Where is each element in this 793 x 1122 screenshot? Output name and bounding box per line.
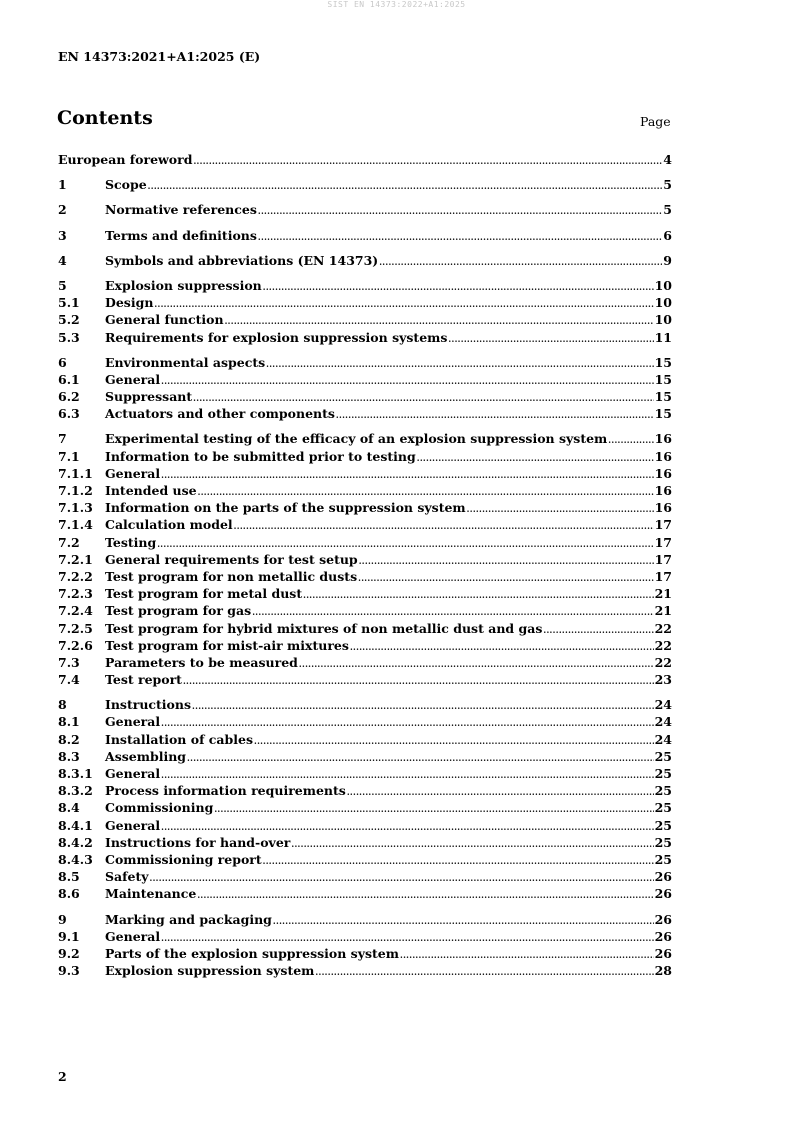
toc-entry-title: Explosion suppression system	[105, 963, 315, 979]
dot-leader	[148, 181, 663, 191]
toc-entry-page: 10	[654, 277, 672, 293]
toc-entry[interactable]	[58, 912, 672, 929]
toc-entry-number: 7.2	[58, 534, 80, 550]
toc-entry-page: 25	[654, 817, 672, 833]
toc-entry-title: Commissioning report	[105, 851, 262, 867]
dot-leader	[273, 916, 654, 926]
toc-entry[interactable]	[58, 500, 672, 517]
toc-entry[interactable]	[58, 732, 672, 749]
toc-entry-number: 5.2	[58, 312, 80, 328]
toc-entry-page: 25	[654, 851, 672, 867]
dot-leader	[303, 590, 653, 600]
toc-entry[interactable]	[58, 202, 672, 219]
toc-entry-page: 17	[654, 551, 672, 567]
toc-entry-title: Design	[105, 295, 154, 311]
toc-entry-number: 7.2.1	[58, 551, 93, 567]
toc-entry-title: Information on the parts of the suppression system	[105, 500, 466, 516]
toc-entry-number: 5	[58, 277, 67, 293]
toc-entry[interactable]	[58, 295, 672, 312]
toc-entry-page: 25	[654, 834, 672, 850]
toc-entry-number: 8	[58, 697, 67, 713]
toc-entry-number: 3	[58, 227, 67, 243]
toc-entry-page: 25	[654, 783, 672, 799]
dot-leader	[258, 232, 662, 242]
toc-entry-title: Test program for non metallic dusts	[105, 568, 358, 584]
toc-entry-title: Parts of the explosion suppression system	[105, 945, 399, 961]
toc-entry-title: General	[105, 465, 161, 481]
dot-leader	[193, 393, 653, 403]
toc-entry-number: 6.1	[58, 371, 80, 387]
toc-entry-title: Safety	[105, 869, 149, 885]
toc-entry-page: 15	[654, 371, 672, 387]
toc-entry[interactable]	[58, 835, 672, 852]
dot-leader	[263, 856, 654, 866]
dot-leader	[161, 376, 653, 386]
dot-leader	[161, 822, 653, 832]
dot-leader	[161, 718, 653, 728]
dot-leader	[150, 873, 654, 883]
toc-entry-number: 7.2.4	[58, 603, 93, 619]
toc-entry-page: 22	[654, 637, 672, 653]
toc-entry-page: 26	[654, 886, 672, 902]
toc-entry[interactable]	[58, 312, 672, 329]
toc-entry-title: Test report	[105, 672, 182, 688]
toc-entry-page: 26	[654, 911, 672, 927]
toc-entry-number: 7	[58, 431, 67, 447]
toc-entry-number: 8.3	[58, 748, 80, 764]
dot-leader	[252, 607, 653, 617]
toc-entry-number: 5.1	[58, 295, 80, 311]
toc-entry-title: Symbols and abbreviations (EN 14373)	[105, 252, 379, 268]
dot-leader	[299, 659, 654, 669]
toc-entry-page: 21	[654, 586, 672, 602]
toc-entry-title: Actuators and other components	[105, 406, 335, 422]
toc-entry-title: Maintenance	[105, 886, 197, 902]
toc-entry[interactable]	[58, 177, 672, 194]
toc-entry-page: 28	[654, 963, 672, 979]
page-number: 2	[58, 1069, 67, 1084]
toc-entry[interactable]	[58, 406, 672, 423]
toc-entry-title: Test program for hybrid mixtures of non metallic dust and gas	[105, 620, 543, 636]
toc-entry[interactable]	[58, 483, 672, 500]
dot-leader	[359, 556, 654, 566]
toc-entry-title: General	[105, 371, 161, 387]
toc-entry[interactable]	[58, 389, 672, 406]
toc-entry-title: Testing	[105, 534, 157, 550]
dot-leader	[336, 410, 654, 420]
dot-leader	[254, 736, 654, 746]
toc-entry-number: 9.2	[58, 945, 80, 961]
dot-leader	[266, 359, 653, 369]
dot-leader	[467, 504, 654, 514]
toc-entry-number: 7.1.3	[58, 500, 93, 516]
toc-entry-page: 15	[654, 406, 672, 422]
toc-entry[interactable]	[58, 852, 672, 869]
toc-entry-page: 26	[654, 928, 672, 944]
toc-entry-page: 26	[654, 945, 672, 961]
toc-entry-number: 7.4	[58, 672, 80, 688]
toc-entry-title: Terms and definitions	[105, 227, 257, 243]
toc-entry-page: 16	[654, 448, 672, 464]
toc-entry-number: 7.2.5	[58, 620, 93, 636]
toc-entry[interactable]	[58, 355, 672, 372]
toc-entry[interactable]	[58, 517, 672, 534]
toc-entry-page: 9	[663, 252, 672, 268]
toc-entry[interactable]	[58, 800, 672, 817]
toc-entry-number: 9.3	[58, 963, 80, 979]
toc-entry-number: 7.2.2	[58, 568, 93, 584]
toc-entry-page: 16	[654, 431, 672, 447]
toc-entry[interactable]	[58, 253, 672, 270]
dot-leader	[258, 206, 662, 216]
toc-entry-title: Calculation model	[105, 517, 233, 533]
toc-entry-page: 24	[654, 697, 672, 713]
toc-entry-number: 7.1	[58, 448, 80, 464]
toc-entry-number: 4	[58, 252, 67, 268]
dot-leader	[214, 804, 653, 814]
toc-entry-number: 9	[58, 911, 67, 927]
toc-entry-page: 22	[654, 620, 672, 636]
toc-entry-title: Instructions for hand-over	[105, 834, 291, 850]
toc-entry-title: Intended use	[105, 483, 197, 498]
toc-entry-number: 2	[58, 202, 67, 218]
toc-entry-page: 25	[654, 800, 672, 816]
dot-leader	[154, 299, 653, 309]
dot-leader	[358, 573, 653, 583]
dot-leader	[315, 967, 653, 977]
toc-entry[interactable]	[58, 749, 672, 766]
toc-entry[interactable]	[58, 552, 672, 569]
table-of-contents	[58, 152, 672, 980]
toc-entry-number: 7.3	[58, 654, 80, 670]
dot-leader	[417, 453, 654, 463]
toc-entry-title: Process information requirements	[105, 783, 346, 799]
dot-leader	[161, 470, 653, 480]
toc-entry-title: General	[105, 714, 161, 730]
toc-entry-number: 7.2.6	[58, 637, 93, 653]
toc-entry-number: 7.1.4	[58, 517, 93, 533]
toc-entry-number: 1	[58, 177, 67, 193]
toc-entry[interactable]	[58, 963, 672, 980]
dot-leader	[400, 950, 654, 960]
toc-entry-title: General	[105, 766, 161, 781]
toc-entry-title: Requirements for explosion suppression systems	[105, 329, 448, 345]
toc-entry-title: Explosion suppression	[105, 277, 262, 293]
toc-entry-page: 11	[654, 329, 672, 345]
toc-entry-page: 5	[663, 177, 672, 193]
toc-entry-page: 16	[654, 500, 672, 516]
toc-entry-title: Normative references	[105, 202, 257, 218]
dot-leader	[263, 282, 654, 292]
contents-heading: Contents	[57, 107, 153, 129]
toc-entry[interactable]	[58, 869, 672, 886]
toc-entry-number: 8.1	[58, 714, 80, 730]
dot-leader	[347, 787, 654, 797]
toc-entry[interactable]	[58, 535, 672, 552]
dot-leader	[193, 156, 662, 166]
toc-entry[interactable]	[58, 603, 672, 620]
toc-entry-page: 22	[654, 654, 672, 670]
toc-entry-page: 16	[654, 483, 672, 498]
toc-entry-page: 25	[654, 766, 672, 781]
toc-entry[interactable]	[58, 766, 672, 783]
dot-leader	[161, 933, 653, 943]
toc-entry-number: 6.2	[58, 389, 80, 405]
toc-entry-page: 6	[663, 227, 672, 243]
toc-entry[interactable]	[58, 431, 672, 448]
dot-leader	[183, 676, 654, 686]
dot-leader	[608, 435, 653, 445]
toc-entry-page: 23	[654, 672, 672, 688]
dot-leader	[225, 316, 654, 326]
dot-leader	[543, 625, 653, 635]
toc-entry-page: 26	[654, 869, 672, 885]
toc-entry-page: 15	[654, 354, 672, 370]
toc-entry[interactable]	[58, 929, 672, 946]
toc-entry-title: General requirements for test setup	[105, 551, 358, 567]
toc-entry-title: Test program for mist-air mixtures	[105, 637, 349, 653]
toc-entry-number: 8.2	[58, 731, 80, 747]
toc-entry-page: 24	[654, 714, 672, 730]
toc-entry-number: 8.4.3	[58, 851, 93, 867]
toc-entry-title: Experimental testing of the efficacy of an explosion suppression system	[105, 431, 608, 447]
toc-entry-page: 17	[654, 568, 672, 584]
toc-entry-number: 8.6	[58, 886, 80, 902]
toc-entry[interactable]	[58, 152, 672, 169]
toc-entry-title: Scope	[105, 177, 147, 193]
toc-entry[interactable]	[58, 228, 672, 245]
toc-entry[interactable]	[58, 278, 672, 295]
toc-entry-number: 9.1	[58, 928, 80, 944]
toc-entry-page: 4	[663, 152, 672, 167]
toc-entry-number: 6.3	[58, 406, 80, 422]
toc-entry-page: 21	[654, 603, 672, 619]
toc-entry[interactable]	[58, 638, 672, 655]
document-id: EN 14373:2021+A1:2025 (E)	[58, 49, 261, 64]
toc-entry-title: Marking and packaging	[105, 911, 272, 927]
toc-entry-number: 8.3.1	[58, 766, 93, 781]
toc-entry-title: General	[105, 817, 161, 833]
toc-entry[interactable]	[58, 697, 672, 714]
toc-entry[interactable]	[58, 330, 672, 347]
toc-entry-number: 7.1.1	[58, 465, 93, 481]
toc-entry-number: 8.4.2	[58, 834, 93, 850]
toc-entry-title: Suppressant	[105, 389, 193, 405]
toc-entry[interactable]	[58, 672, 672, 689]
dot-leader	[157, 539, 653, 549]
dot-leader	[234, 521, 654, 531]
toc-entry-number: 6	[58, 354, 67, 370]
toc-entry[interactable]	[58, 886, 672, 903]
toc-entry[interactable]	[58, 372, 672, 389]
toc-entry-number: 5.3	[58, 329, 80, 345]
toc-entry[interactable]	[58, 783, 672, 800]
toc-entry[interactable]	[58, 714, 672, 731]
toc-entry[interactable]	[58, 449, 672, 466]
toc-entry-number: 8.3.2	[58, 783, 93, 799]
dot-leader	[187, 753, 654, 763]
toc-entry[interactable]	[58, 586, 672, 603]
toc-entry-title: European foreword	[58, 152, 193, 167]
toc-entry-title: Instructions	[105, 697, 192, 713]
toc-entry-title: Assembling	[105, 748, 187, 764]
toc-entry-page: 16	[654, 465, 672, 481]
toc-entry-page: 10	[654, 295, 672, 311]
toc-entry-number: 7.1.2	[58, 483, 93, 498]
toc-entry-title: Information to be submitted prior to testing	[105, 448, 416, 464]
toc-entry-number: 8.5	[58, 869, 80, 885]
toc-entry-page: 15	[654, 389, 672, 405]
dot-leader	[448, 334, 653, 344]
toc-entry-title: Parameters to be measured	[105, 654, 298, 670]
toc-entry[interactable]	[58, 655, 672, 672]
toc-entry-title: Installation of cables	[105, 731, 253, 747]
dot-leader	[350, 642, 654, 652]
toc-entry-page: 17	[654, 517, 672, 533]
watermark: SIST EN 14373:2022+A1:2025	[327, 0, 466, 9]
toc-entry-title: General	[105, 928, 161, 944]
toc-entry[interactable]	[58, 946, 672, 963]
toc-entry-title: Test program for metal dust	[105, 586, 303, 602]
dot-leader	[379, 257, 662, 267]
toc-entry-page: 17	[654, 534, 672, 550]
toc-entry[interactable]	[58, 818, 672, 835]
dot-leader	[192, 701, 654, 711]
toc-entry-number: 8.4.1	[58, 817, 93, 833]
dot-leader	[197, 890, 653, 900]
toc-entry[interactable]	[58, 569, 672, 586]
toc-entry-title: Environmental aspects	[105, 354, 266, 370]
dot-leader	[291, 839, 653, 849]
toc-entry-number: 7.2.3	[58, 586, 93, 602]
toc-entry-title: Commissioning	[105, 800, 214, 816]
toc-entry[interactable]	[58, 466, 672, 483]
toc-entry-page: 10	[654, 312, 672, 328]
dot-leader	[161, 770, 653, 780]
dot-leader	[198, 487, 654, 497]
toc-entry-title: Test program for gas	[105, 603, 252, 619]
toc-entry[interactable]	[58, 621, 672, 638]
toc-entry-page: 5	[663, 202, 672, 218]
page-column-label: Page	[640, 114, 671, 129]
toc-entry-page: 25	[654, 748, 672, 764]
toc-entry-title: General function	[105, 312, 224, 328]
toc-entry-number: 8.4	[58, 800, 80, 816]
toc-entry-page: 24	[654, 731, 672, 747]
